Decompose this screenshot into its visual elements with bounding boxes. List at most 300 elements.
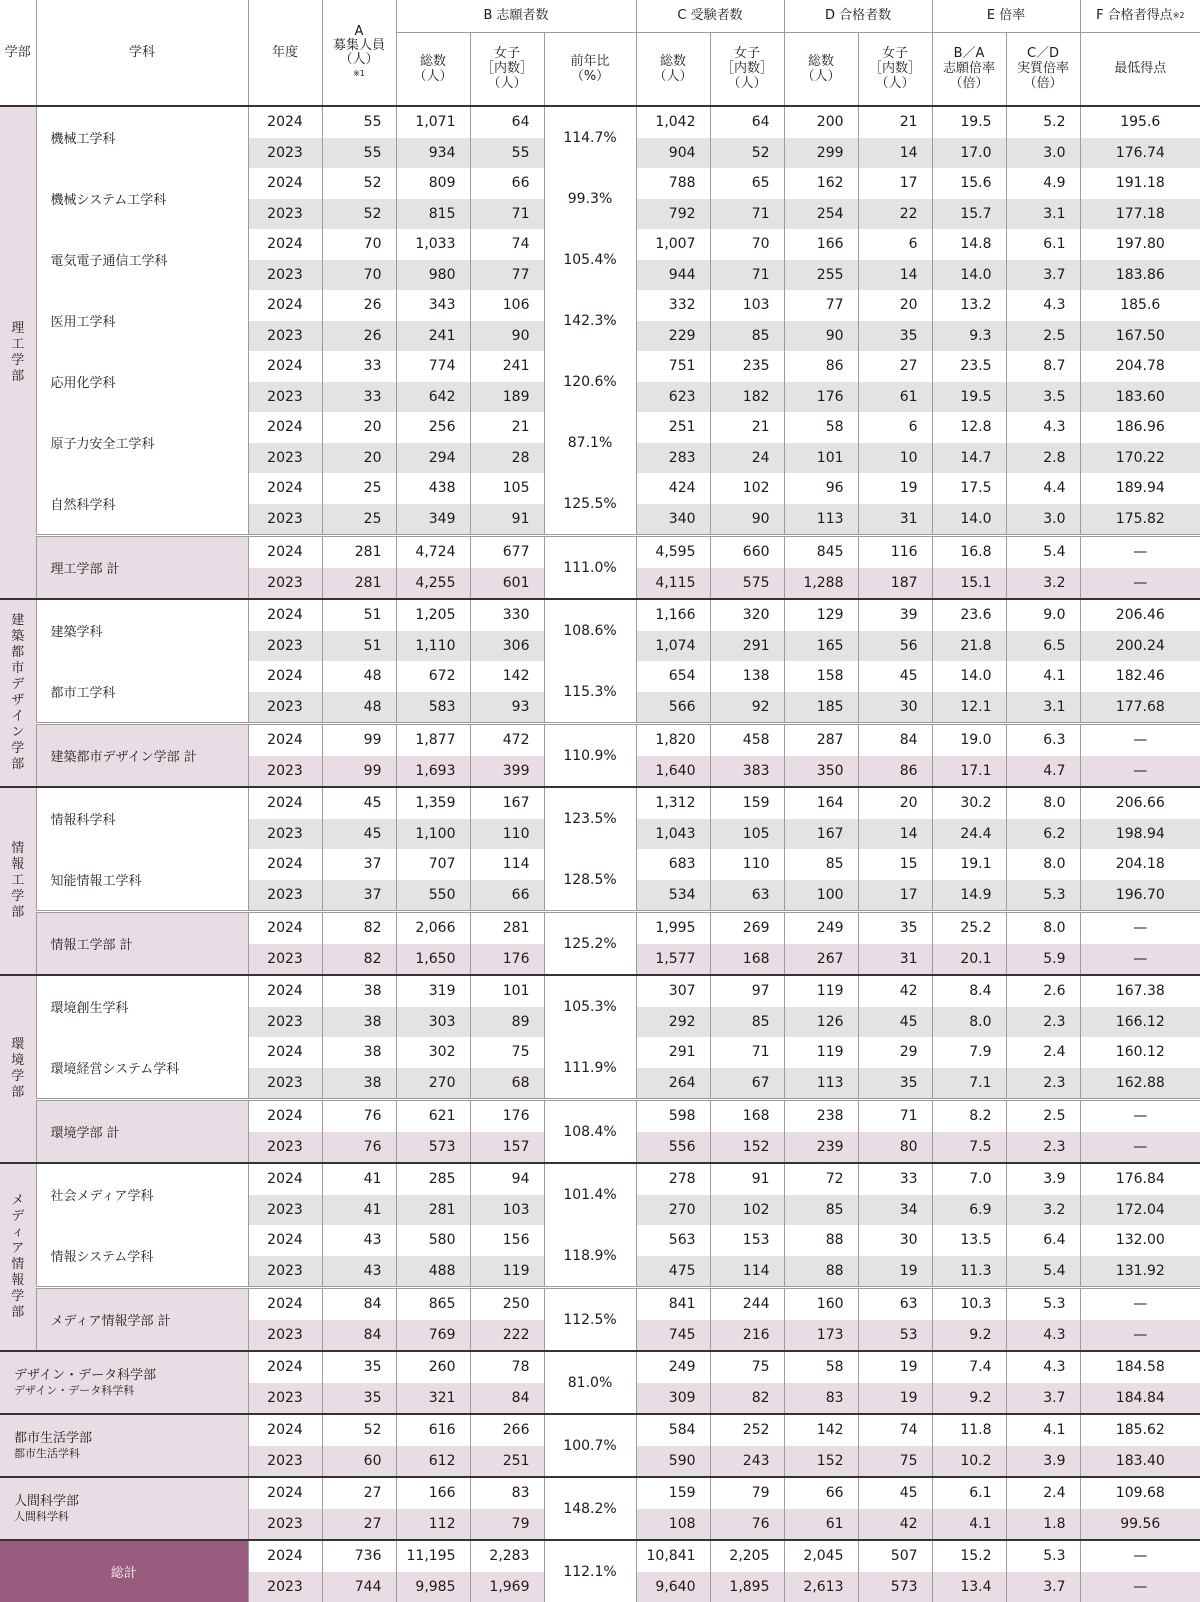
cell-year: 2024 [248,1540,322,1572]
cell-d-female: 74 [858,1414,932,1446]
cell-c-female: 168 [710,1100,784,1132]
cell-e-ba: 15.6 [932,168,1006,199]
cell-c-total: 4,115 [636,568,710,600]
cell-c-total: 108 [636,1509,710,1541]
cell-d-total: 142 [784,1414,858,1446]
header-b-total: 総数 （人） [396,32,470,106]
cell-d-total: 119 [784,1037,858,1068]
cell-capacity: 41 [322,1163,396,1195]
cell-e-cd: 4.3 [1006,412,1080,443]
cell-e-ba: 7.0 [932,1163,1006,1195]
table-row [0,1163,1200,1195]
cell-f-min: 198.94 [1080,819,1200,850]
cell-f-min: 176.74 [1080,138,1200,169]
cell-d-female: 53 [858,1320,932,1352]
cell-d-total: 238 [784,1100,858,1132]
cell-b-total: 809 [396,168,470,199]
cell-e-ba: 15.2 [932,1540,1006,1572]
cell-b-female: 21 [470,412,544,443]
cell-d-female: 35 [858,912,932,944]
cell-c-female: 91 [710,1163,784,1195]
cell-d-female: 45 [858,661,932,692]
cell-e-cd: 5.3 [1006,1288,1080,1320]
header-faculty: 学部 [0,0,36,106]
cell-b-female: 281 [470,912,544,944]
cell-c-total: 1,074 [636,631,710,662]
cell-e-ba: 6.1 [932,1477,1006,1509]
cell-b-female: 84 [470,1383,544,1415]
cell-year: 2023 [248,819,322,850]
cell-b-female: 157 [470,1132,544,1164]
cell-b-total: 1,100 [396,819,470,850]
cell-prev-ratio: 142.3% [544,290,636,351]
cell-prev-ratio: 105.3% [544,975,636,1037]
cell-f-min: — [1080,1572,1200,1602]
cell-c-female: 110 [710,849,784,880]
header-c-female: 女子 ［内数］ （人） [710,32,784,106]
header-e-cd: C／D 実質倍率 （倍） [1006,32,1080,106]
cell-year: 2024 [248,787,322,819]
cell-e-ba: 21.8 [932,631,1006,662]
cell-prev-ratio: 100.7% [544,1414,636,1477]
cell-prev-ratio: 114.7% [544,106,636,168]
cell-c-female: 21 [710,412,784,443]
cell-d-total: 2,045 [784,1540,858,1572]
cell-e-ba: 9.3 [932,321,1006,352]
cell-b-total: 321 [396,1383,470,1415]
cell-c-female: 92 [710,692,784,724]
cell-c-total: 745 [636,1320,710,1352]
cell-e-ba: 15.7 [932,199,1006,230]
cell-b-female: 189 [470,382,544,413]
cell-c-female: 152 [710,1132,784,1164]
cell-d-total: 160 [784,1288,858,1320]
cell-f-min: 204.78 [1080,351,1200,382]
cell-year: 2023 [248,1007,322,1038]
department-name: 医用工学科 [36,290,248,351]
cell-d-female: 17 [858,168,932,199]
cell-b-total: 4,724 [396,536,470,568]
cell-c-total: 841 [636,1288,710,1320]
cell-e-cd: 4.3 [1006,1351,1080,1383]
cell-b-female: 103 [470,1195,544,1226]
table-row [0,912,1200,944]
cell-f-min: 200.24 [1080,631,1200,662]
cell-f-min: 182.46 [1080,661,1200,692]
cell-year: 2023 [248,1068,322,1100]
header-a-unit: （人） [323,53,396,67]
cell-f-min: 183.60 [1080,382,1200,413]
table-row [0,1225,1200,1256]
grand-total-label: 総計 [0,1540,248,1602]
cell-year: 2023 [248,1572,322,1602]
cell-d-total: 88 [784,1256,858,1288]
cell-year: 2023 [248,756,322,788]
cell-b-female: 28 [470,443,544,474]
cell-year: 2023 [248,382,322,413]
cell-d-total: 58 [784,1351,858,1383]
cell-c-total: 944 [636,260,710,291]
cell-e-cd: 4.9 [1006,168,1080,199]
cell-d-total: 85 [784,1195,858,1226]
faculty-name: 理工学部 [11,321,25,385]
cell-b-female: 64 [470,106,544,138]
cell-year: 2024 [248,599,322,631]
cell-year: 2024 [248,1477,322,1509]
cell-e-ba: 13.2 [932,290,1006,321]
cell-e-ba: 30.2 [932,787,1006,819]
cell-b-total: 1,877 [396,724,470,756]
table-row [0,536,1200,568]
cell-year: 2023 [248,1132,322,1164]
cell-c-total: 229 [636,321,710,352]
cell-c-total: 251 [636,412,710,443]
cell-b-female: 66 [470,880,544,912]
cell-c-total: 1,007 [636,229,710,260]
cell-d-female: 19 [858,473,932,504]
cell-prev-ratio: 110.9% [544,724,636,788]
cell-e-ba: 14.8 [932,229,1006,260]
cell-f-min: 185.62 [1080,1414,1200,1446]
single-department-name: 都市生活学科 [14,1447,248,1461]
cell-b-female: 176 [470,1100,544,1132]
cell-d-female: 30 [858,1225,932,1256]
cell-c-female: 105 [710,819,784,850]
cell-d-female: 15 [858,849,932,880]
cell-f-min: — [1080,912,1200,944]
cell-f-min: 175.82 [1080,504,1200,536]
cell-c-total: 623 [636,382,710,413]
cell-b-female: 68 [470,1068,544,1100]
cell-capacity: 99 [322,756,396,788]
cell-c-female: 168 [710,944,784,976]
cell-f-min: 177.18 [1080,199,1200,230]
cell-f-min: 184.58 [1080,1351,1200,1383]
single-faculty-label [0,1477,248,1540]
cell-b-female: 176 [470,944,544,976]
cell-b-total: 642 [396,382,470,413]
cell-year: 2023 [248,1256,322,1288]
table-row [0,599,1200,631]
cell-e-cd: 3.5 [1006,382,1080,413]
cell-e-cd: 3.7 [1006,1572,1080,1602]
cell-b-female: 142 [470,661,544,692]
cell-capacity: 26 [322,321,396,352]
cell-b-total: 1,110 [396,631,470,662]
cell-b-total: 343 [396,290,470,321]
cell-year: 2023 [248,504,322,536]
cell-b-total: 1,693 [396,756,470,788]
cell-d-female: 6 [858,229,932,260]
cell-capacity: 76 [322,1100,396,1132]
cell-b-total: 4,255 [396,568,470,600]
table-row [0,787,1200,819]
cell-c-female: 216 [710,1320,784,1352]
cell-year: 2023 [248,880,322,912]
cell-year: 2024 [248,168,322,199]
cell-b-female: 167 [470,787,544,819]
cell-e-cd: 5.4 [1006,1256,1080,1288]
cell-capacity: 76 [322,1132,396,1164]
cell-year: 2023 [248,1509,322,1541]
cell-c-total: 1,312 [636,787,710,819]
cell-f-min: 204.18 [1080,849,1200,880]
cell-e-cd: 1.8 [1006,1509,1080,1541]
department-name: 建築学科 [36,599,248,661]
cell-e-ba: 11.3 [932,1256,1006,1288]
department-name: 電気電子通信工学科 [36,229,248,290]
cell-c-total: 307 [636,975,710,1007]
cell-e-ba: 19.1 [932,849,1006,880]
cell-prev-ratio: 87.1% [544,412,636,473]
cell-e-ba: 23.5 [932,351,1006,382]
cell-e-cd: 4.7 [1006,756,1080,788]
single-faculty-name: 人間科学部 [14,1494,248,1510]
cell-b-total: 285 [396,1163,470,1195]
header-a-label: A [323,25,396,39]
cell-d-total: 845 [784,536,858,568]
cell-capacity: 38 [322,1007,396,1038]
cell-b-total: 112 [396,1509,470,1541]
cell-e-cd: 3.7 [1006,1383,1080,1415]
cell-year: 2023 [248,568,322,600]
cell-b-female: 91 [470,504,544,536]
cell-year: 2024 [248,912,322,944]
table-row [0,290,1200,321]
cell-capacity: 43 [322,1256,396,1288]
single-department-name: デザイン・データ科学科 [14,1384,248,1398]
cell-e-ba: 23.6 [932,599,1006,631]
cell-prev-ratio: 115.3% [544,661,636,724]
cell-d-total: 119 [784,975,858,1007]
cell-b-female: 119 [470,1256,544,1288]
cell-c-total: 270 [636,1195,710,1226]
cell-d-total: 66 [784,1477,858,1509]
cell-c-female: 67 [710,1068,784,1100]
table-row [0,351,1200,382]
cell-d-female: 187 [858,568,932,600]
cell-prev-ratio: 125.2% [544,912,636,976]
cell-prev-ratio: 81.0% [544,1351,636,1414]
table-row [0,106,1200,138]
cell-c-female: 97 [710,975,784,1007]
cell-b-total: 166 [396,1477,470,1509]
cell-b-total: 2,066 [396,912,470,944]
table-body [0,106,1200,1602]
cell-capacity: 45 [322,819,396,850]
cell-b-female: 114 [470,849,544,880]
cell-e-cd: 2.5 [1006,321,1080,352]
cell-c-female: 2,205 [710,1540,784,1572]
cell-capacity: 26 [322,290,396,321]
cell-capacity: 25 [322,504,396,536]
cell-e-ba: 7.9 [932,1037,1006,1068]
cell-e-cd: 5.3 [1006,880,1080,912]
department-name: 社会メディア学科 [36,1163,248,1225]
cell-c-total: 292 [636,1007,710,1038]
cell-b-total: 302 [396,1037,470,1068]
cell-f-min: — [1080,1540,1200,1572]
cell-b-total: 621 [396,1100,470,1132]
cell-c-total: 249 [636,1351,710,1383]
cell-year: 2023 [248,138,322,169]
cell-capacity: 99 [322,724,396,756]
cell-c-total: 792 [636,199,710,230]
cell-b-female: 156 [470,1225,544,1256]
single-faculty-name: デザイン・データ科学部 [14,1368,248,1384]
cell-year: 2024 [248,473,322,504]
cell-d-female: 61 [858,382,932,413]
cell-prev-ratio: 120.6% [544,351,636,412]
cell-d-female: 573 [858,1572,932,1602]
header-e-group: E 倍率 [932,0,1080,32]
table-row [0,1288,1200,1320]
header-a-sub: 募集人員 [323,39,396,53]
table-header [0,0,1200,106]
cell-b-total: 241 [396,321,470,352]
header-a-note: ※1 [323,67,396,81]
cell-e-cd: 6.4 [1006,1225,1080,1256]
table-row [0,1540,1200,1572]
cell-d-total: 100 [784,880,858,912]
cell-capacity: 52 [322,168,396,199]
header-d-group: D 合格者数 [784,0,932,32]
cell-d-female: 116 [858,536,932,568]
cell-year: 2023 [248,1383,322,1415]
cell-f-min: 132.00 [1080,1225,1200,1256]
cell-e-ba: 12.1 [932,692,1006,724]
cell-capacity: 51 [322,631,396,662]
cell-e-cd: 3.7 [1006,260,1080,291]
table-row [0,1100,1200,1132]
cell-capacity: 84 [322,1320,396,1352]
header-b-prev-ratio: 前年比 （%） [544,32,636,106]
cell-c-total: 1,166 [636,599,710,631]
cell-f-min: 206.66 [1080,787,1200,819]
cell-e-cd: 8.0 [1006,912,1080,944]
department-name: 都市工学科 [36,661,248,724]
cell-e-cd: 8.0 [1006,787,1080,819]
cell-c-total: 788 [636,168,710,199]
faculty-total-label: 環境学部 計 [36,1100,248,1164]
cell-d-female: 45 [858,1007,932,1038]
cell-c-female: 71 [710,1037,784,1068]
header-c-group: C 受験者数 [636,0,784,32]
table-row [0,1414,1200,1446]
cell-d-female: 84 [858,724,932,756]
cell-d-total: 185 [784,692,858,724]
cell-b-total: 488 [396,1256,470,1288]
cell-d-female: 63 [858,1288,932,1320]
cell-e-cd: 2.3 [1006,1007,1080,1038]
cell-e-cd: 5.2 [1006,106,1080,138]
cell-c-female: 103 [710,290,784,321]
cell-d-total: 113 [784,504,858,536]
cell-b-female: 93 [470,692,544,724]
cell-e-ba: 19.0 [932,724,1006,756]
cell-b-total: 550 [396,880,470,912]
cell-d-female: 19 [858,1383,932,1415]
cell-c-female: 102 [710,1195,784,1226]
cell-b-total: 815 [396,199,470,230]
cell-b-female: 601 [470,568,544,600]
department-name: 情報システム学科 [36,1225,248,1288]
cell-d-female: 17 [858,880,932,912]
cell-d-total: 167 [784,819,858,850]
cell-prev-ratio: 112.5% [544,1288,636,1352]
cell-capacity: 20 [322,443,396,474]
cell-capacity: 33 [322,382,396,413]
cell-d-female: 21 [858,106,932,138]
cell-e-cd: 4.3 [1006,1320,1080,1352]
cell-b-total: 256 [396,412,470,443]
cell-year: 2024 [248,290,322,321]
cell-c-female: 291 [710,631,784,662]
cell-e-cd: 6.3 [1006,724,1080,756]
cell-f-min: — [1080,756,1200,788]
cell-f-min: — [1080,536,1200,568]
cell-d-female: 30 [858,692,932,724]
header-d-female: 女子 ［内数］ （人） [858,32,932,106]
cell-b-female: 266 [470,1414,544,1446]
cell-year: 2024 [248,849,322,880]
cell-f-min: 185.6 [1080,290,1200,321]
cell-c-female: 182 [710,382,784,413]
cell-d-total: 77 [784,290,858,321]
cell-capacity: 82 [322,912,396,944]
cell-d-total: 249 [784,912,858,944]
cell-d-female: 34 [858,1195,932,1226]
cell-b-female: 89 [470,1007,544,1038]
cell-e-cd: 3.9 [1006,1446,1080,1478]
cell-capacity: 38 [322,1037,396,1068]
cell-d-total: 86 [784,351,858,382]
single-department-name: 人間科学科 [14,1510,248,1524]
cell-c-female: 244 [710,1288,784,1320]
cell-c-female: 252 [710,1414,784,1446]
cell-year: 2024 [248,724,322,756]
cell-capacity: 736 [322,1540,396,1572]
department-name: 応用化学科 [36,351,248,412]
cell-c-female: 458 [710,724,784,756]
cell-d-total: 1,288 [784,568,858,600]
cell-e-cd: 2.5 [1006,1100,1080,1132]
cell-c-female: 90 [710,504,784,536]
cell-year: 2023 [248,631,322,662]
cell-f-min: — [1080,1100,1200,1132]
cell-b-total: 1,650 [396,944,470,976]
cell-e-cd: 3.2 [1006,1195,1080,1226]
single-faculty-label [0,1414,248,1477]
cell-b-total: 672 [396,661,470,692]
cell-e-cd: 5.9 [1006,944,1080,976]
cell-year: 2024 [248,1037,322,1068]
cell-b-female: 75 [470,1037,544,1068]
cell-e-ba: 7.5 [932,1132,1006,1164]
cell-e-cd: 2.6 [1006,975,1080,1007]
cell-e-ba: 8.2 [932,1100,1006,1132]
cell-e-cd: 2.3 [1006,1132,1080,1164]
cell-e-cd: 2.8 [1006,443,1080,474]
cell-c-total: 4,595 [636,536,710,568]
cell-f-min: 99.56 [1080,1509,1200,1541]
cell-b-female: 251 [470,1446,544,1478]
cell-d-total: 158 [784,661,858,692]
cell-e-ba: 8.4 [932,975,1006,1007]
cell-capacity: 33 [322,351,396,382]
cell-f-min: 206.46 [1080,599,1200,631]
cell-year: 2024 [248,1163,322,1195]
